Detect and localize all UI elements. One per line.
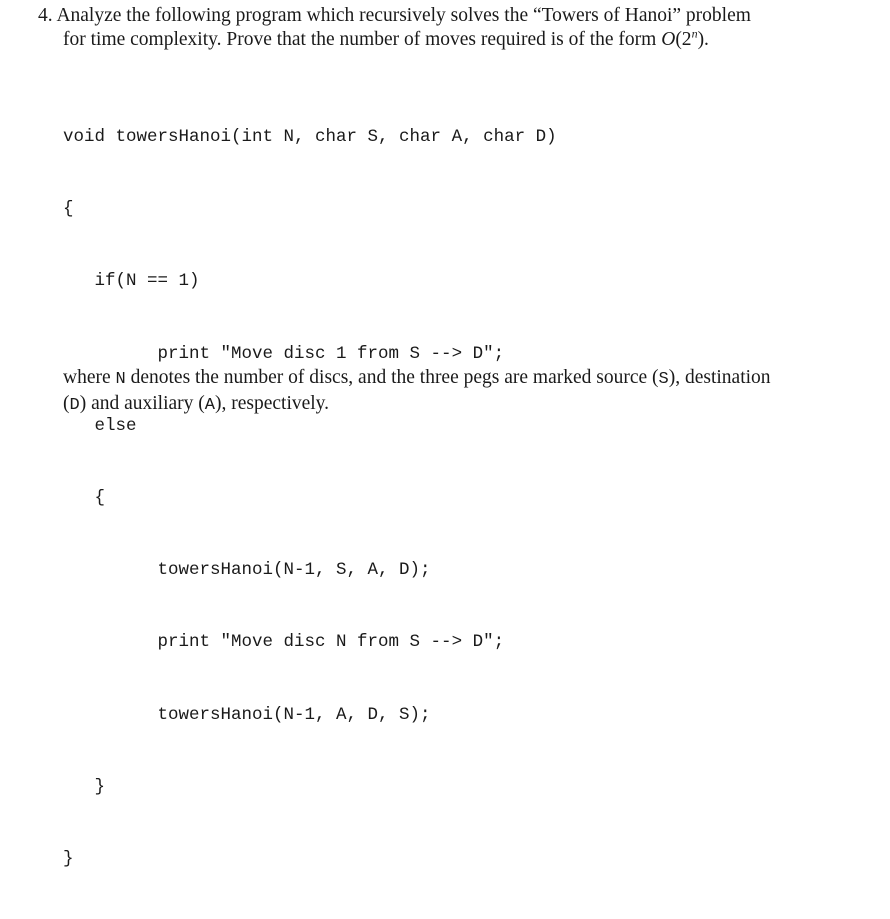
code-line: } — [63, 848, 74, 869]
problem-line-1 — [38, 4, 838, 28]
footer-line-1 — [63, 366, 863, 392]
peg-d: D — [69, 396, 80, 415]
code-line: else — [63, 415, 137, 436]
code-line: } — [63, 776, 106, 797]
problem-text-line-2: for time complexity. Prove that the number of moves required is of the form — [63, 29, 662, 50]
big-o-open: (2 — [675, 29, 692, 50]
code-line: print "Move disc N from S --> D"; — [63, 632, 505, 653]
code-line: if(N == 1) — [63, 271, 200, 292]
footer-text: ) and auxiliary ( — [79, 393, 205, 414]
code-line: towersHanoi(N-1, S, A, D); — [63, 560, 431, 581]
footer-explanation — [63, 366, 863, 418]
footer-text: ( — [63, 393, 70, 414]
problem-line-2 — [38, 28, 838, 52]
footer-text: ), respectively. — [214, 393, 330, 414]
peg-a: A — [204, 396, 215, 415]
problem-statement — [38, 4, 838, 52]
big-o-symbol: O — [661, 29, 676, 50]
code-line: print "Move disc 1 from S --> D"; — [63, 343, 505, 364]
peg-s: S — [658, 370, 669, 389]
code-line: towersHanoi(N-1, A, D, S); — [63, 704, 431, 725]
code-line: { — [63, 487, 106, 508]
code-line: { — [63, 199, 74, 220]
footer-text: denotes the number of discs, and the three pegs are marked source ( — [125, 367, 659, 388]
problem-text-line-1: Analyze the following program which recursively solves the “Towers of Hanoi” problem — [56, 5, 751, 26]
big-o-close: ). — [697, 29, 709, 50]
var-n: N — [115, 370, 126, 389]
code-line: void towersHanoi(int N, char S, char A, char D) — [63, 127, 557, 147]
code-block — [63, 77, 557, 919]
footer-text: ), destination — [668, 367, 771, 388]
problem-number: 4. — [38, 5, 53, 26]
footer-text: where — [63, 367, 116, 388]
footer-line-2 — [63, 392, 863, 418]
big-o-exponent: n — [691, 26, 698, 41]
